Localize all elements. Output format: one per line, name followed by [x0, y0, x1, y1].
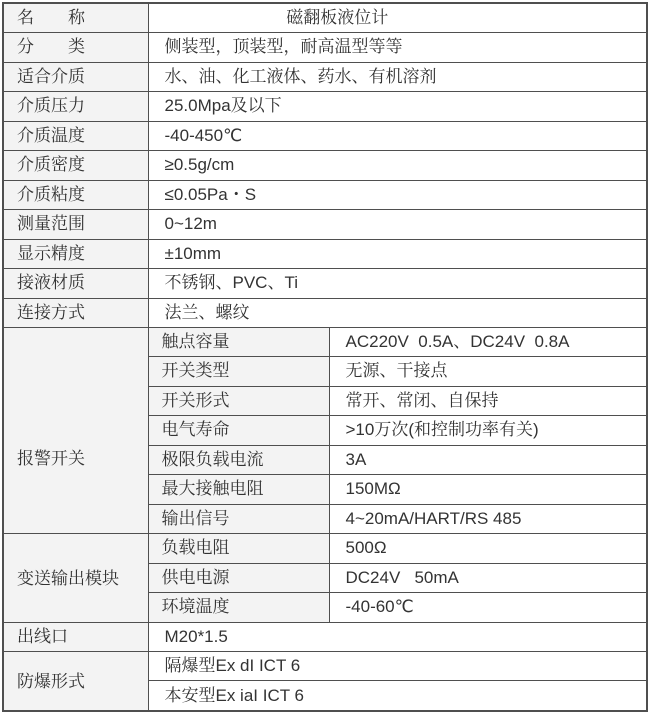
table-row-cable-outlet	[3, 622, 647, 651]
row-label-switch-form: 开关形式	[148, 386, 329, 415]
row-value-power-supply: DC24V 50mA	[329, 563, 647, 592]
row-value-intrinsically-safe: 本安型Ex iaI ICT 6	[148, 681, 647, 711]
row-value-output-signal: 4~20mA/HART/RS 485	[329, 504, 647, 533]
table-row-name	[3, 3, 647, 33]
row-value-max-contact-resistance: 150MΩ	[329, 475, 647, 504]
table-row-media-viscosity	[3, 180, 647, 209]
table-row-media-density	[3, 151, 647, 180]
row-value-electrical-life: >10万次(和控制功率有关)	[329, 416, 647, 445]
table-row-flameproof	[3, 651, 647, 680]
row-label-media-density: 介质密度	[3, 151, 148, 180]
row-label-media-pressure: 介质压力	[3, 92, 148, 121]
table-row-category	[3, 33, 647, 62]
row-label-load-resistance: 负载电阻	[148, 534, 329, 563]
row-value-media-density: ≥0.5g/cm	[148, 151, 647, 180]
row-value-wetted-material: 不锈钢、PVC、Ti	[148, 269, 647, 298]
row-label-measuring-range: 测量范围	[3, 210, 148, 239]
row-value-name: 磁翻板液位计	[148, 3, 647, 33]
row-label-media-viscosity: 介质粘度	[3, 180, 148, 209]
table-row-contact-capacity	[3, 327, 647, 356]
row-label-ambient-temperature: 环境温度	[148, 593, 329, 622]
row-label-contact-capacity: 触点容量	[148, 327, 329, 356]
table-row-measuring-range	[3, 210, 647, 239]
row-value-cable-outlet: M20*1.5	[148, 622, 647, 651]
row-label-cable-outlet: 出线口	[3, 622, 148, 651]
row-label-electrical-life: 电气寿命	[148, 416, 329, 445]
row-value-media-viscosity: ≤0.05Pa・S	[148, 180, 647, 209]
row-value-load-resistance: 500Ω	[329, 534, 647, 563]
row-value-connection-type: 法兰、螺纹	[148, 298, 647, 327]
table-row-display-accuracy	[3, 239, 647, 268]
row-value-suitable-media: 水、油、化工液体、药水、有机溶剂	[148, 62, 647, 91]
row-value-media-temperature: -40-450℃	[148, 121, 647, 150]
row-value-display-accuracy: ±10mm	[148, 239, 647, 268]
spec-table	[2, 2, 648, 712]
row-label-connection-type: 连接方式	[3, 298, 148, 327]
row-value-media-pressure: 25.0Mpa及以下	[148, 92, 647, 121]
row-value-switch-form: 常开、常闭、自保持	[329, 386, 647, 415]
row-label-power-supply: 供电电源	[148, 563, 329, 592]
group-label-transmitter-module: 变送输出模块	[3, 534, 148, 622]
row-label-suitable-media: 适合介质	[3, 62, 148, 91]
table-row-media-pressure	[3, 92, 647, 121]
row-label-max-contact-resistance: 最大接触电阻	[148, 475, 329, 504]
table-row-suitable-media	[3, 62, 647, 91]
table-row-load-resistance	[3, 534, 647, 563]
row-label-limit-load-current: 极限负载电流	[148, 445, 329, 474]
table-row-media-temperature	[3, 121, 647, 150]
row-value-contact-capacity: AC220V 0.5A、DC24V 0.8A	[329, 327, 647, 356]
row-label-media-temperature: 介质温度	[3, 121, 148, 150]
table-row-wetted-material	[3, 269, 647, 298]
group-label-alarm-switch: 报警开关	[3, 327, 148, 533]
row-label-switch-type: 开关类型	[148, 357, 329, 386]
row-value-limit-load-current: 3A	[329, 445, 647, 474]
row-value-category: 侧装型，顶装型，耐高温型等等	[148, 33, 647, 62]
row-label-category: 分 类	[3, 33, 148, 62]
row-label-wetted-material: 接液材质	[3, 269, 148, 298]
row-label-name: 名 称	[3, 3, 148, 33]
row-value-ambient-temperature: -40-60℃	[329, 593, 647, 622]
table-row-connection-type	[3, 298, 647, 327]
row-label-display-accuracy: 显示精度	[3, 239, 148, 268]
group-label-explosion-proof: 防爆形式	[3, 651, 148, 711]
row-value-measuring-range: 0~12m	[148, 210, 647, 239]
row-value-switch-type: 无源、干接点	[329, 357, 647, 386]
row-label-output-signal: 输出信号	[148, 504, 329, 533]
row-value-flameproof: 隔爆型Ex dI ICT 6	[148, 651, 647, 680]
